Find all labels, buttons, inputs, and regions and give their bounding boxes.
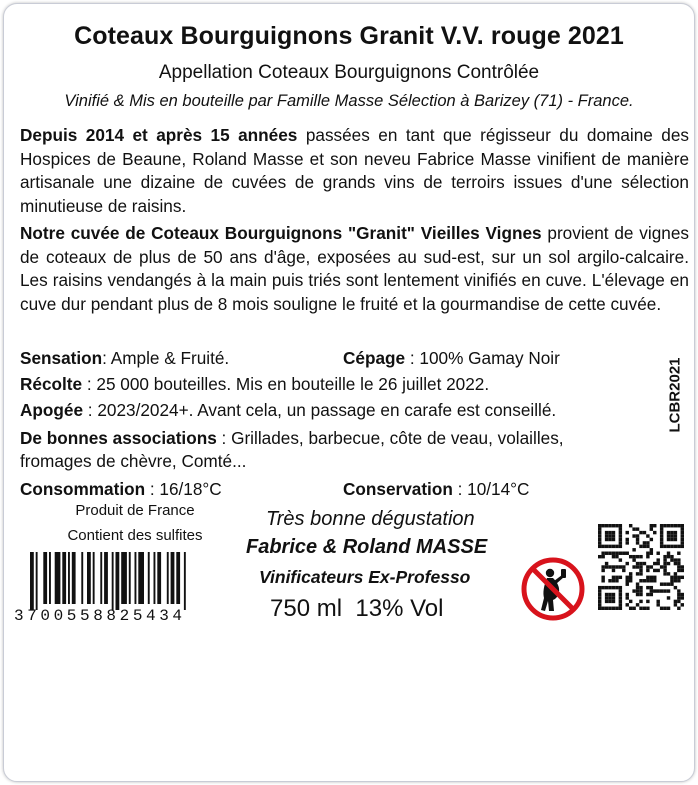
conservation-value: : 10/14°C <box>452 479 530 499</box>
no-pregnant-alcohol-icon <box>520 556 586 622</box>
barcode <box>30 552 232 610</box>
consommation-label: Consommation <box>20 479 146 499</box>
barcode-bar <box>157 552 161 604</box>
recolte-label: Récolte <box>20 374 83 394</box>
apogee-label: Apogée <box>20 400 84 420</box>
barcode-bar <box>49 552 51 604</box>
barcode-bar <box>55 552 61 604</box>
associations-line <box>20 427 564 450</box>
cuvee-text: provient de vignes de coteaux de plus de 50 ans d'âge, exposées au sud-est, sur un sol argilo-calcaire. Les raisins vendangés à la main puis triés sont lentement vinifiés en cuve. L'élevage en cuve dur pendant plus de 8 mois souligne le fruité et la gourmandise de cette cuvée. <box>20 223 689 314</box>
barcode-bar <box>100 552 102 604</box>
barcode-bar <box>104 552 108 604</box>
intro-paragraph <box>20 124 689 218</box>
barcode-bar <box>87 552 91 604</box>
barcode-bar <box>81 552 83 604</box>
bottler-line: Vinifié & Mis en bouteille par Famille Masse Sélection à Barizey (71) - France. <box>64 92 634 110</box>
consommation-value: : 16/18°C <box>145 479 222 499</box>
volume-abv: 750 ml 13% Vol <box>270 595 444 622</box>
barcode-bar <box>62 552 66 604</box>
barcode-bar <box>148 552 150 604</box>
barcode-bar <box>167 552 169 604</box>
lot-code: LCBR2021 <box>666 357 684 433</box>
origin-text: Produit de France <box>75 502 195 519</box>
barcode-bar <box>43 552 47 604</box>
sulfites-text: Contient des sulfites <box>67 527 203 544</box>
conservation-line <box>343 478 529 501</box>
barcode-bar <box>138 552 144 604</box>
vinificateurs-title: Vinificateurs Ex-Professo <box>259 567 471 587</box>
qr-code-icon[interactable] <box>598 524 684 610</box>
cepage-line <box>343 347 560 370</box>
sensation-label: Sensation <box>20 348 103 368</box>
barcode-bar <box>36 552 38 610</box>
wine-title: Coteaux Bourguignons Granit V.V. rouge 2021 <box>74 22 624 50</box>
tasting-note: Très bonne dégustation <box>266 508 475 530</box>
barcode-bar <box>184 552 186 610</box>
barcode-bar <box>154 552 156 604</box>
barcode-bar <box>121 552 127 604</box>
sensation-value: : Ample & Fruité. <box>102 348 230 368</box>
cepage-value: : 100% Gamay Noir <box>405 348 560 368</box>
barcode-bar <box>68 552 70 604</box>
conservation-label: Conservation <box>343 479 453 499</box>
producer-names: Fabrice & Roland MASSE <box>246 536 488 558</box>
barcode-bar <box>129 552 131 604</box>
barcode-bar <box>93 552 95 604</box>
associations-line-2: fromages de chèvre, Comté... <box>20 451 247 471</box>
cepage-label: Cépage <box>343 348 406 368</box>
apogee-line <box>20 399 556 422</box>
barcode-bar <box>135 552 137 604</box>
barcode-bar <box>112 552 114 610</box>
intro-text: passées en tant que régisseur du domaine des Hospices de Beaune, Roland Masse et son neveu Fabrice Masse vinifient de manière artisanale une dizaine de cuvées de grands vins de terroirs issues d'une sélection minutieuse de raisins. <box>20 125 689 216</box>
cuvee-lead: Notre cuvée de Coteaux Bourguignons "Granit" Vieilles Vignes <box>20 223 542 243</box>
consommation-line <box>20 478 222 501</box>
intro-lead: Depuis 2014 et après 15 années <box>20 125 298 145</box>
barcode-bar <box>72 552 76 604</box>
barcode-digits: 3700558825434 <box>14 607 186 625</box>
sensation-line <box>20 347 229 370</box>
barcode-bar <box>176 552 180 604</box>
recolte-line <box>20 373 489 396</box>
barcode-bar <box>116 552 120 610</box>
associations-value: : Grillades, barbecue, côte de veau, volailles, <box>216 428 564 448</box>
apogee-value: : 2023/2024+. Avant cela, un passage en carafe est conseillé. <box>83 400 557 420</box>
barcode-bar <box>30 552 34 610</box>
barcode-bar <box>171 552 175 604</box>
appellation: Appellation Coteaux Bourguignons Contrôlée <box>158 62 540 83</box>
associations-label: De bonnes associations <box>20 428 217 448</box>
recolte-value: : 25 000 bouteilles. Mis en bouteille le 26 juillet 2022. <box>82 374 490 394</box>
cuvee-paragraph <box>20 222 689 316</box>
